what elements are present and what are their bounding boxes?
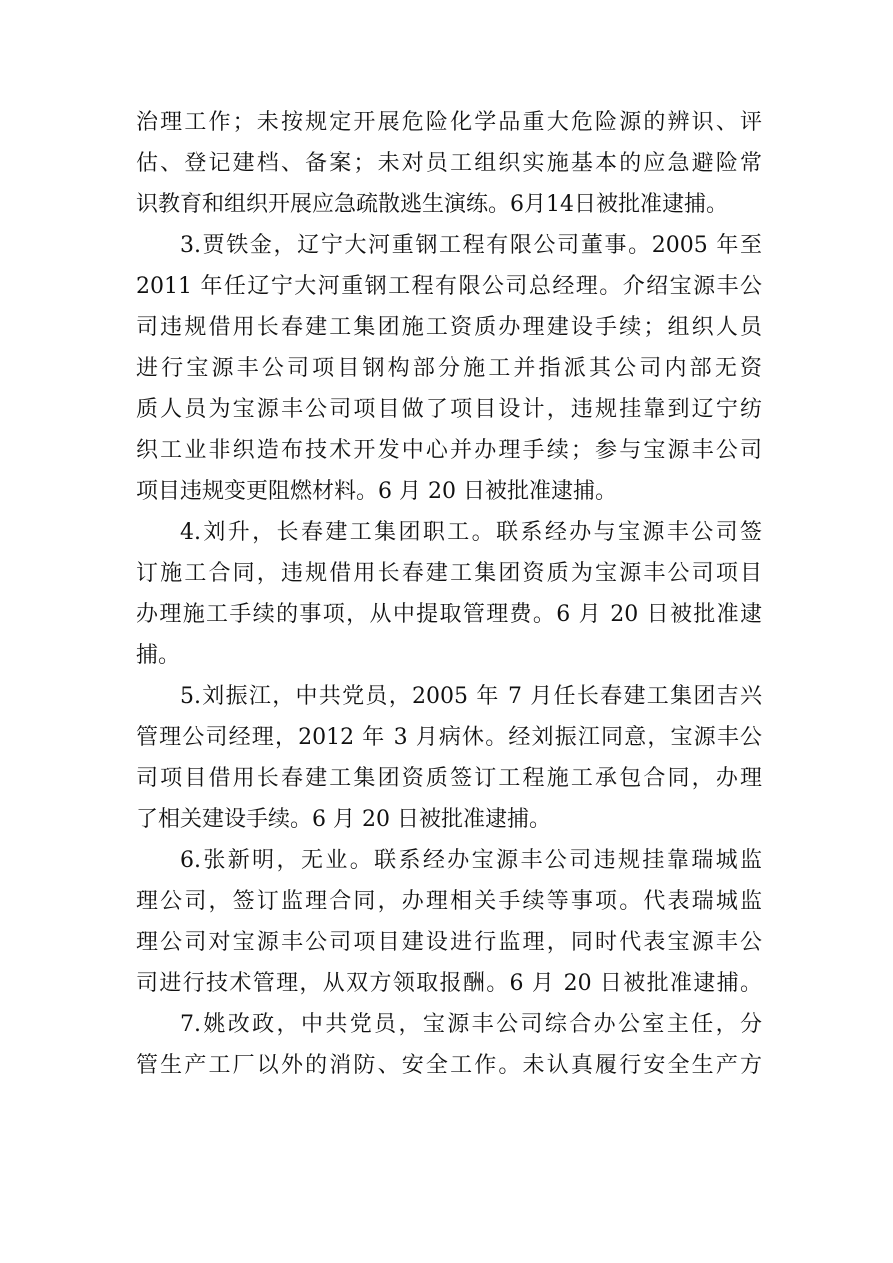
paragraph-item-4 (136, 512, 762, 676)
text-line: 识教育和组织开展应急疏散逃生演练。6月14日被批准逮捕。 (136, 192, 728, 217)
text-line: 管生产工厂以外的消防、安全工作。未认真履行安全生产方 (136, 1053, 762, 1078)
text-line: 5.刘振江，中共党员，2005 年 7 月任长春建工集团吉兴 (180, 684, 762, 709)
paragraph-continuation (136, 102, 762, 225)
text-line: 进行宝源丰公司项目钢构部分施工并指派其公司内部无资 (136, 356, 762, 381)
text-line: 6.张新明，无业。联系经办宝源丰公司违规挂靠瑞城监 (180, 848, 762, 873)
document-page (136, 102, 762, 1086)
text-line: 司违规借用长春建工集团施工资质办理建设手续；组织人员 (136, 315, 762, 340)
text-line: 理公司，签订监理合同，办理相关手续等事项。代表瑞城监 (136, 889, 762, 914)
text-line: 司项目借用长春建工集团资质签订工程施工承包合同，办理 (136, 766, 762, 791)
text-line: 估、登记建档、备案；未对员工组织实施基本的应急避险常 (136, 151, 762, 176)
text-line: 订施工合同，违规借用长春建工集团资质为宝源丰公司项目 (136, 561, 762, 586)
text-line: 项目违规变更阻燃材料。6 月 20 日被批准逮捕。 (136, 479, 617, 504)
paragraph-item-3 (136, 225, 762, 512)
text-line: 办理施工手续的事项，从中提取管理费。6 月 20 日被批准逮 (136, 602, 762, 627)
text-line: 了相关建设手续。6 月 20 日被批准逮捕。 (136, 807, 551, 832)
paragraph-item-5 (136, 676, 762, 840)
text-line: 捕。 (136, 643, 181, 668)
text-line: 织工业非织造布技术开发中心并办理手续；参与宝源丰公司 (136, 438, 762, 463)
text-line: 质人员为宝源丰公司项目做了项目设计，违规挂靠到辽宁纺 (136, 397, 762, 422)
text-line: 7.姚改政，中共党员，宝源丰公司综合办公室主任，分 (180, 1012, 762, 1037)
text-line: 管理公司经理，2012 年 3 月病休。经刘振江同意，宝源丰公 (136, 725, 762, 750)
text-line: 理公司对宝源丰公司项目建设进行监理，同时代表宝源丰公 (136, 930, 762, 955)
text-line: 3.贾铁金，辽宁大河重钢工程有限公司董事。2005 年至 (180, 233, 762, 258)
text-line: 4.刘升，长春建工集团职工。联系经办与宝源丰公司签 (180, 520, 762, 545)
text-line: 2011 年任辽宁大河重钢工程有限公司总经理。介绍宝源丰公 (136, 274, 762, 299)
paragraph-item-6 (136, 840, 762, 1004)
text-line: 司进行技术管理，从双方领取报酬。6 月 20 日被批准逮捕。 (136, 971, 762, 996)
text-line: 治理工作；未按规定开展危险化学品重大危险源的辨识、评 (136, 110, 762, 135)
paragraph-item-7 (136, 1004, 762, 1086)
